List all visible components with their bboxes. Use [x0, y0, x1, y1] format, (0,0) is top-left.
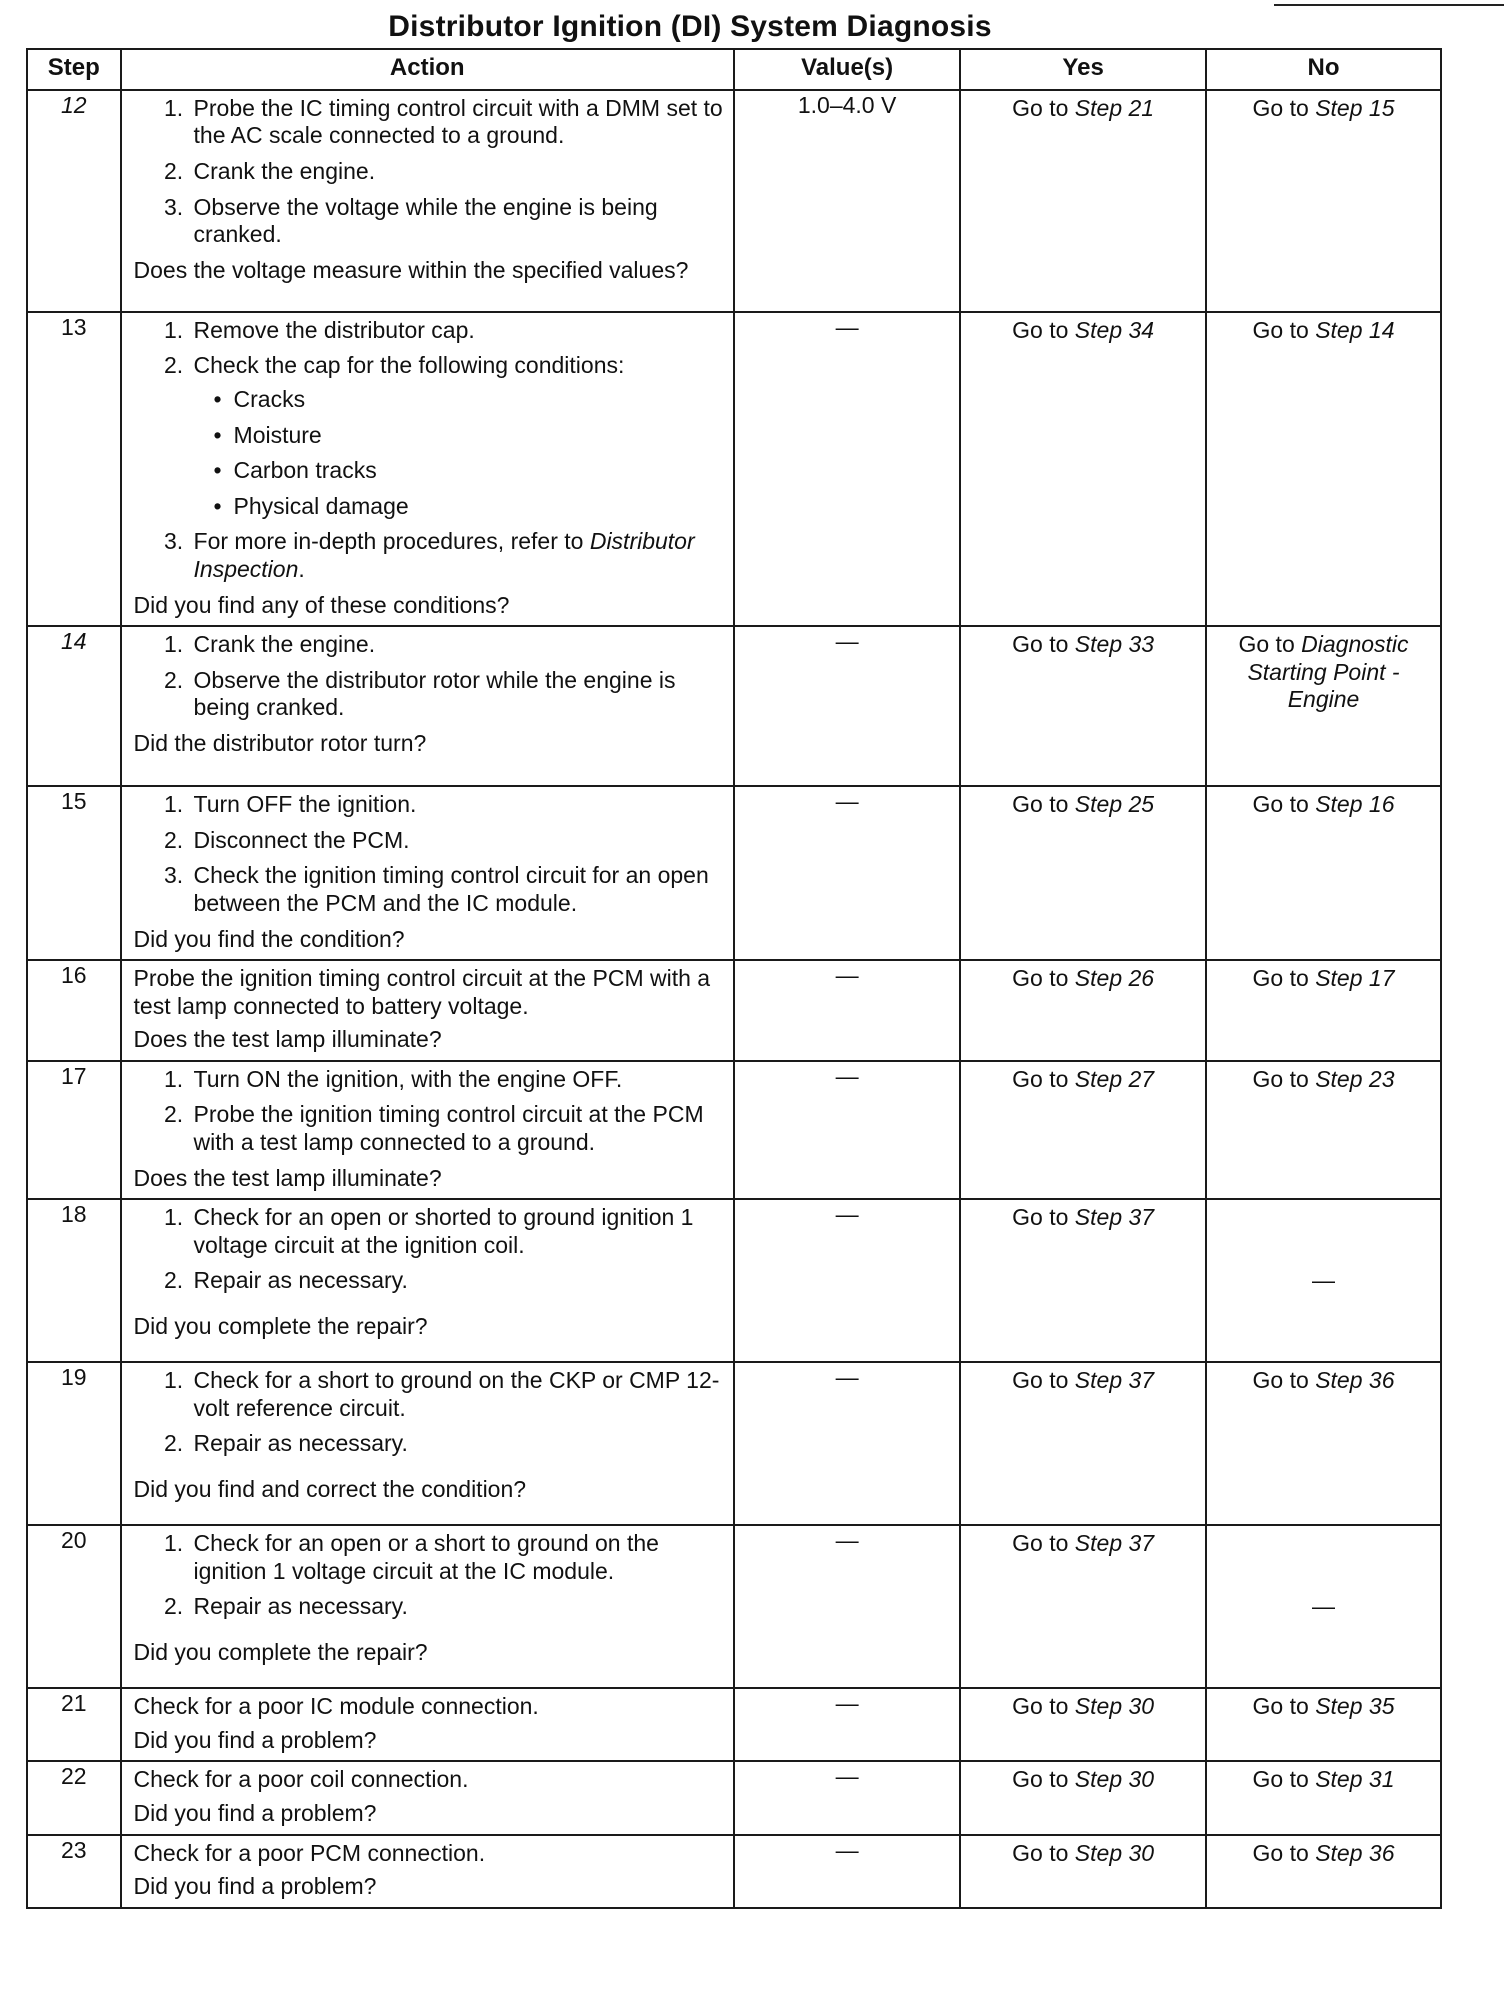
goto-label: Go to	[1012, 1839, 1069, 1866]
goto-label: Go to	[1012, 1204, 1069, 1231]
condition-list	[194, 386, 723, 520]
no-step-ref: 15	[1368, 94, 1395, 121]
table-row	[27, 1362, 1441, 1525]
action-item: 1. Crank the engine.	[190, 631, 723, 659]
yes-step-ref: 21	[1128, 94, 1155, 121]
no-step-ref: 36	[1368, 1839, 1395, 1866]
action-question: Did you complete the repair?	[133, 1313, 428, 1340]
step-number: 14	[27, 626, 121, 786]
yes-cell	[960, 786, 1206, 960]
no-cell	[1206, 1061, 1441, 1199]
action-question: Does the test lamp illuminate?	[133, 1026, 442, 1053]
action-question: Did you find the condition?	[133, 925, 405, 952]
value-cell: —	[734, 1061, 960, 1199]
action-text: Check for a poor IC module connection.	[133, 1693, 539, 1720]
goto-label: Go to	[1012, 1367, 1069, 1394]
value-cell: —	[734, 1362, 960, 1525]
step-word: Step	[1315, 94, 1363, 121]
table-row	[27, 1061, 1441, 1199]
step-word: Step	[1074, 1065, 1123, 1092]
no-cell	[1206, 1362, 1441, 1525]
value-cell: —	[734, 1199, 960, 1362]
corner-rule	[1274, 4, 1504, 6]
goto-label: Go to	[1252, 94, 1309, 121]
step-number: 20	[27, 1525, 121, 1688]
value-cell: —	[734, 626, 960, 786]
action-item	[190, 352, 723, 520]
table-row	[27, 1835, 1441, 1908]
action-item: 1. Remove the distributor cap.	[190, 317, 723, 345]
value-cell: —	[734, 960, 960, 1061]
no-step-ref: 36	[1368, 1367, 1395, 1394]
table-header-row	[27, 49, 1441, 90]
yes-step-ref: 34	[1128, 316, 1155, 343]
action-item: 1. Check for an open or shorted to ground ignition 1 voltage circuit at the ignition coil.	[190, 1204, 723, 1259]
action-cell	[121, 90, 734, 312]
no-step-ref: 31	[1368, 1766, 1395, 1793]
condition-item: • Physical damage	[214, 493, 723, 521]
action-item: 3. Observe the voltage while the engine is being cranked.	[190, 194, 723, 249]
value-cell: —	[734, 1688, 960, 1761]
step-word: Step	[1074, 1766, 1123, 1793]
step-word: Step	[1315, 316, 1363, 343]
action-cell	[121, 1525, 734, 1688]
header-yes: Yes	[960, 49, 1206, 90]
value-cell: —	[734, 312, 960, 626]
action-item: 1. Check for an open or a short to ground on the ignition 1 voltage circuit at the IC module.	[190, 1530, 723, 1585]
yes-cell	[960, 1761, 1206, 1834]
yes-cell	[960, 312, 1206, 626]
punctuation: .	[298, 555, 305, 582]
step-word: Step	[1074, 631, 1123, 658]
action-cell	[121, 312, 734, 626]
yes-step-ref: 30	[1128, 1839, 1155, 1866]
action-list	[134, 1066, 723, 1157]
action-list	[134, 631, 723, 722]
action-item: 2. Disconnect the PCM.	[190, 827, 723, 855]
action-list	[134, 1204, 723, 1295]
step-number: 15	[27, 786, 121, 960]
action-item	[190, 528, 723, 583]
yes-step-ref: 37	[1128, 1530, 1155, 1557]
step-number: 12	[27, 90, 121, 312]
action-item: 2. Repair as necessary.	[190, 1593, 723, 1621]
action-list	[134, 1367, 723, 1458]
step-number: 19	[27, 1362, 121, 1525]
goto-label: Go to	[1252, 316, 1309, 343]
no-cell	[1206, 90, 1441, 312]
step-word: Step	[1074, 1530, 1123, 1557]
yes-cell	[960, 1362, 1206, 1525]
action-item: 2. Crank the engine.	[190, 158, 723, 186]
table-row	[27, 786, 1441, 960]
action-cell	[121, 1199, 734, 1362]
step-word: Step	[1315, 1839, 1363, 1866]
action-cell	[121, 1835, 734, 1908]
page-title: Distributor Ignition (DI) System Diagnosis	[388, 10, 992, 43]
goto-label: Go to	[1012, 1693, 1069, 1720]
goto-label: Go to	[1252, 965, 1309, 992]
action-text: Probe the ignition timing control circuit at the PCM with a test lamp connected to battery voltage.	[133, 965, 711, 1019]
table-row	[27, 90, 1441, 312]
goto-label: Go to	[1012, 94, 1069, 121]
step-word: Step	[1074, 1839, 1123, 1866]
action-cell	[121, 786, 734, 960]
goto-label: Go to	[1012, 1766, 1069, 1793]
step-word: Step	[1074, 1367, 1123, 1394]
action-cell	[121, 1061, 734, 1199]
action-item: 1. Turn OFF the ignition.	[190, 791, 723, 819]
action-list	[134, 1530, 723, 1621]
goto-label: Go to	[1252, 1065, 1309, 1092]
yes-step-ref: 30	[1128, 1693, 1155, 1720]
table-row	[27, 626, 1441, 786]
yes-step-ref: 26	[1128, 965, 1155, 992]
action-cell	[121, 1362, 734, 1525]
step-word: Step	[1074, 1693, 1123, 1720]
action-item-text: For more in-depth procedures, refer to	[193, 528, 590, 555]
value-cell: —	[734, 1835, 960, 1908]
action-item: 1. Probe the IC timing control circuit with a DMM set to the AC scale connected to a ground.	[190, 95, 723, 150]
action-cell	[121, 1688, 734, 1761]
value-cell: —	[734, 786, 960, 960]
goto-label: Go to	[1012, 1530, 1069, 1557]
action-question: Did you find any of these conditions?	[133, 591, 510, 618]
value-cell: —	[734, 1761, 960, 1834]
action-question: Did you find and correct the condition?	[133, 1476, 527, 1503]
no-cell	[1206, 960, 1441, 1061]
action-text: Check for a poor coil connection.	[133, 1766, 469, 1793]
no-cell	[1206, 786, 1441, 960]
yes-step-ref: 25	[1128, 791, 1155, 818]
step-number: 13	[27, 312, 121, 626]
action-item: 2. Probe the ignition timing control circuit at the PCM with a test lamp connected to a ground.	[190, 1101, 723, 1156]
step-word: Step	[1315, 1766, 1363, 1793]
yes-step-ref: 37	[1128, 1204, 1155, 1231]
action-item: 3. Check the ignition timing control circuit for an open between the PCM and the IC module.	[190, 862, 723, 917]
yes-step-ref: 33	[1128, 631, 1155, 658]
goto-label: Go to	[1252, 1367, 1309, 1394]
no-step-ref: 14	[1368, 316, 1395, 343]
yes-cell	[960, 1835, 1206, 1908]
no-cell	[1206, 1835, 1441, 1908]
yes-cell	[960, 1688, 1206, 1761]
step-word: Step	[1074, 791, 1123, 818]
header-action: Action	[121, 49, 734, 90]
action-question: Did you find a problem?	[133, 1800, 377, 1827]
goto-label: Go to	[1252, 1693, 1309, 1720]
action-cell	[121, 626, 734, 786]
no-cell	[1206, 312, 1441, 626]
action-question: Did you find a problem?	[133, 1873, 377, 1900]
table-row	[27, 1761, 1441, 1834]
header-no: No	[1206, 49, 1441, 90]
diagnosis-table	[26, 48, 1442, 1909]
action-item-text: Check the cap for the following conditions:	[193, 352, 625, 379]
no-step-ref: 16	[1368, 791, 1395, 818]
table-row	[27, 1525, 1441, 1688]
step-word: Step	[1315, 791, 1363, 818]
no-cell	[1206, 626, 1441, 786]
step-number: 18	[27, 1199, 121, 1362]
action-question: Did the distributor rotor turn?	[133, 729, 427, 756]
diagnostic-reference: Diagnostic Starting Point - Engine	[1247, 631, 1409, 713]
yes-step-ref: 37	[1128, 1367, 1155, 1394]
condition-item: • Carbon tracks	[214, 457, 723, 485]
no-step-ref: 23	[1368, 1065, 1395, 1092]
condition-item: • Cracks	[214, 386, 723, 414]
step-number: 21	[27, 1688, 121, 1761]
action-item: 2. Repair as necessary.	[190, 1267, 723, 1295]
action-question: Did you find a problem?	[133, 1726, 377, 1753]
yes-cell	[960, 90, 1206, 312]
action-question: Does the voltage measure within the specified values?	[133, 256, 689, 283]
yes-cell	[960, 960, 1206, 1061]
action-text: Check for a poor PCM connection.	[133, 1839, 486, 1866]
condition-item: • Moisture	[214, 422, 723, 450]
yes-cell	[960, 626, 1206, 786]
goto-label: Go to	[1252, 1766, 1309, 1793]
step-word: Step	[1074, 1204, 1123, 1231]
goto-label: Go to	[1252, 791, 1309, 818]
step-word: Step	[1315, 1367, 1363, 1394]
goto-label: Go to	[1012, 316, 1069, 343]
action-list	[134, 791, 723, 917]
action-cell	[121, 960, 734, 1061]
action-cell	[121, 1761, 734, 1834]
table-row	[27, 312, 1441, 626]
table-row	[27, 960, 1441, 1061]
header-values: Value(s)	[734, 49, 960, 90]
action-item: 2. Repair as necessary.	[190, 1430, 723, 1458]
step-word: Step	[1074, 94, 1123, 121]
goto-label: Go to	[1012, 631, 1069, 658]
yes-step-ref: 27	[1128, 1065, 1155, 1092]
action-list	[134, 317, 723, 584]
goto-label: Go to	[1252, 1839, 1309, 1866]
no-cell: —	[1206, 1525, 1441, 1688]
action-list	[134, 95, 723, 249]
procedure-reference: Distributor Inspection	[193, 528, 695, 582]
header-step: Step	[27, 49, 121, 90]
value-cell: 1.0–4.0 V	[734, 90, 960, 312]
goto-label: Go to	[1012, 1065, 1069, 1092]
no-cell	[1206, 1761, 1441, 1834]
action-question: Does the test lamp illuminate?	[133, 1164, 442, 1191]
action-item: 1. Turn ON the ignition, with the engine OFF.	[190, 1066, 723, 1094]
step-number: 22	[27, 1761, 121, 1834]
step-word: Step	[1074, 316, 1123, 343]
action-item: 2. Observe the distributor rotor while the engine is being cranked.	[190, 667, 723, 722]
yes-cell	[960, 1061, 1206, 1199]
yes-cell	[960, 1525, 1206, 1688]
no-step-ref: 35	[1368, 1693, 1395, 1720]
no-cell	[1206, 1688, 1441, 1761]
action-question: Did you complete the repair?	[133, 1639, 428, 1666]
goto-label: Go to	[1238, 631, 1295, 658]
goto-label: Go to	[1012, 791, 1069, 818]
step-number: 16	[27, 960, 121, 1061]
step-word: Step	[1315, 965, 1363, 992]
table-row	[27, 1688, 1441, 1761]
table-row	[27, 1199, 1441, 1362]
step-word: Step	[1315, 1693, 1363, 1720]
yes-step-ref: 30	[1128, 1766, 1155, 1793]
step-word: Step	[1074, 965, 1123, 992]
step-number: 17	[27, 1061, 121, 1199]
no-step-ref: 17	[1368, 965, 1395, 992]
step-number: 23	[27, 1835, 121, 1908]
value-cell: —	[734, 1525, 960, 1688]
no-cell: —	[1206, 1199, 1441, 1362]
step-word: Step	[1315, 1065, 1363, 1092]
goto-label: Go to	[1012, 965, 1069, 992]
yes-cell	[960, 1199, 1206, 1362]
action-item: 1. Check for a short to ground on the CKP or CMP 12-volt reference circuit.	[190, 1367, 723, 1422]
